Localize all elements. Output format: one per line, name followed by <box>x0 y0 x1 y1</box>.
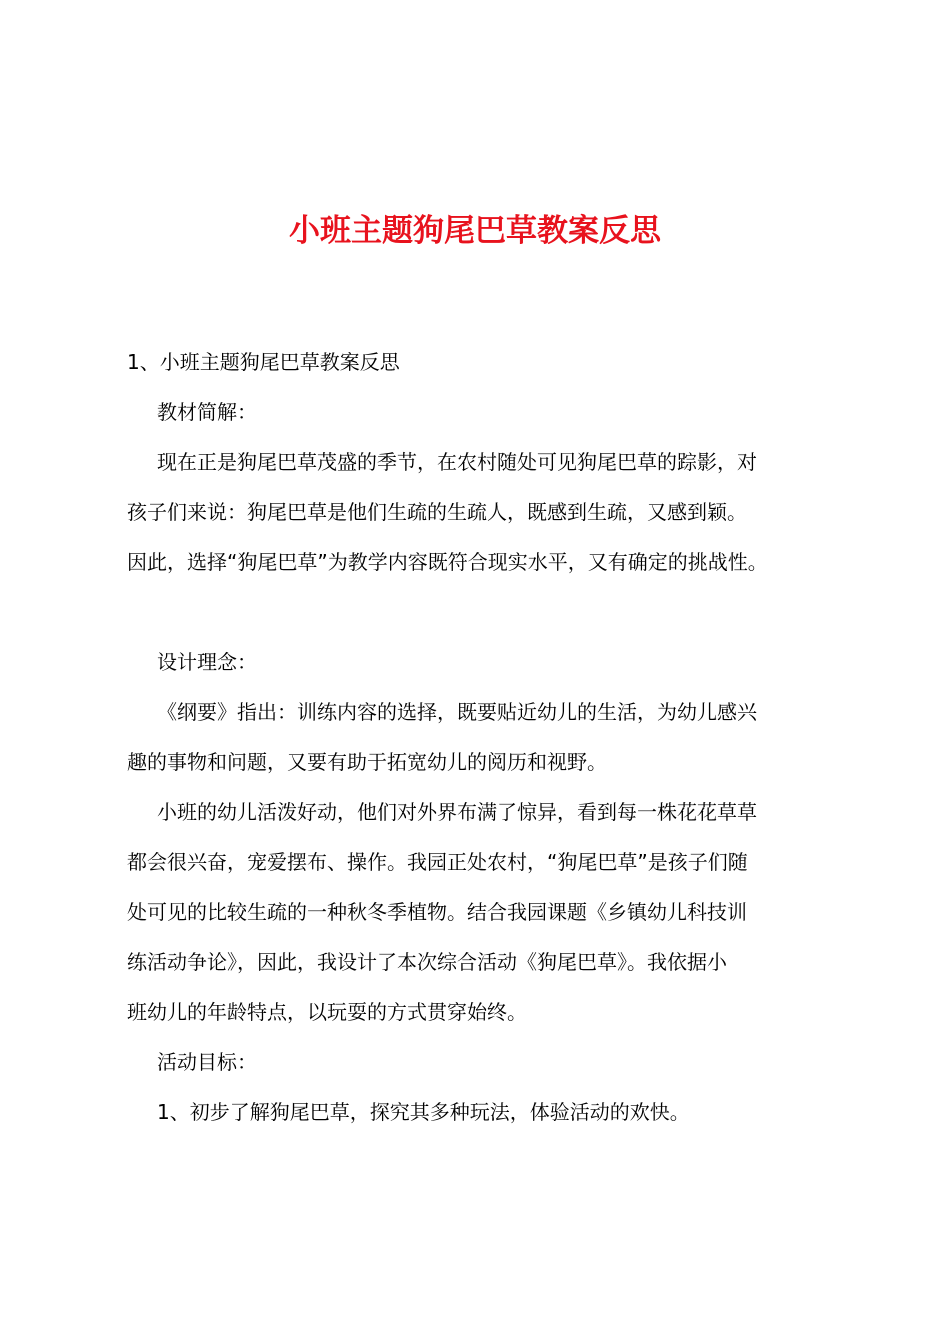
subheading-goals: 活动目标： <box>157 1050 257 1074</box>
paragraph-line: 班幼儿的年龄特点，以玩耍的方式贯穿始终。 <box>127 1000 527 1024</box>
paragraph-line: 趣的事物和问题，又要有助于拓宽幼儿的阅历和视野。 <box>127 750 607 774</box>
paragraph-line: 都会很兴奋，宠爱摆布、操作。我园正处农村，“狗尾巴草”是孩子们随 <box>127 850 748 874</box>
blank-line <box>127 587 839 637</box>
paragraph-line: 《纲要》指出：训练内容的选择，既要贴近幼儿的生活，为幼儿感兴 <box>157 700 757 724</box>
document-body <box>127 337 839 1137</box>
paragraph-line: 孩子们来说：狗尾巴草是他们生疏的生疏人，既感到生疏，又感到颖。 <box>127 500 747 524</box>
document-title: 小班主题狗尾巴草教案反思 <box>289 213 661 249</box>
paragraph-line: 小班的幼儿活泼好动，他们对外界布满了惊异，看到每一株花花草草 <box>157 800 757 824</box>
goal-item: 1、初步了解狗尾巴草，探究其多种玩法，体验活动的欢快。 <box>157 1100 690 1124</box>
paragraph-line: 处可见的比较生疏的一种秋冬季植物。结合我园课题《乡镇幼儿科技训 <box>127 900 747 924</box>
subheading-materials: 教材简解： <box>157 400 257 424</box>
subheading-design: 设计理念： <box>157 650 257 674</box>
paragraph-line: 现在正是狗尾巴草茂盛的季节，在农村随处可见狗尾巴草的踪影，对 <box>157 450 757 474</box>
section-heading: 1、小班主题狗尾巴草教案反思 <box>127 350 400 374</box>
paragraph-line: 因此，选择“狗尾巴草”为教学内容既符合现实水平，又有确定的挑战性。 <box>127 550 768 574</box>
paragraph-line: 练活动争论》，因此，我设计了本次综合活动《狗尾巴草》。我依据小 <box>127 950 727 974</box>
